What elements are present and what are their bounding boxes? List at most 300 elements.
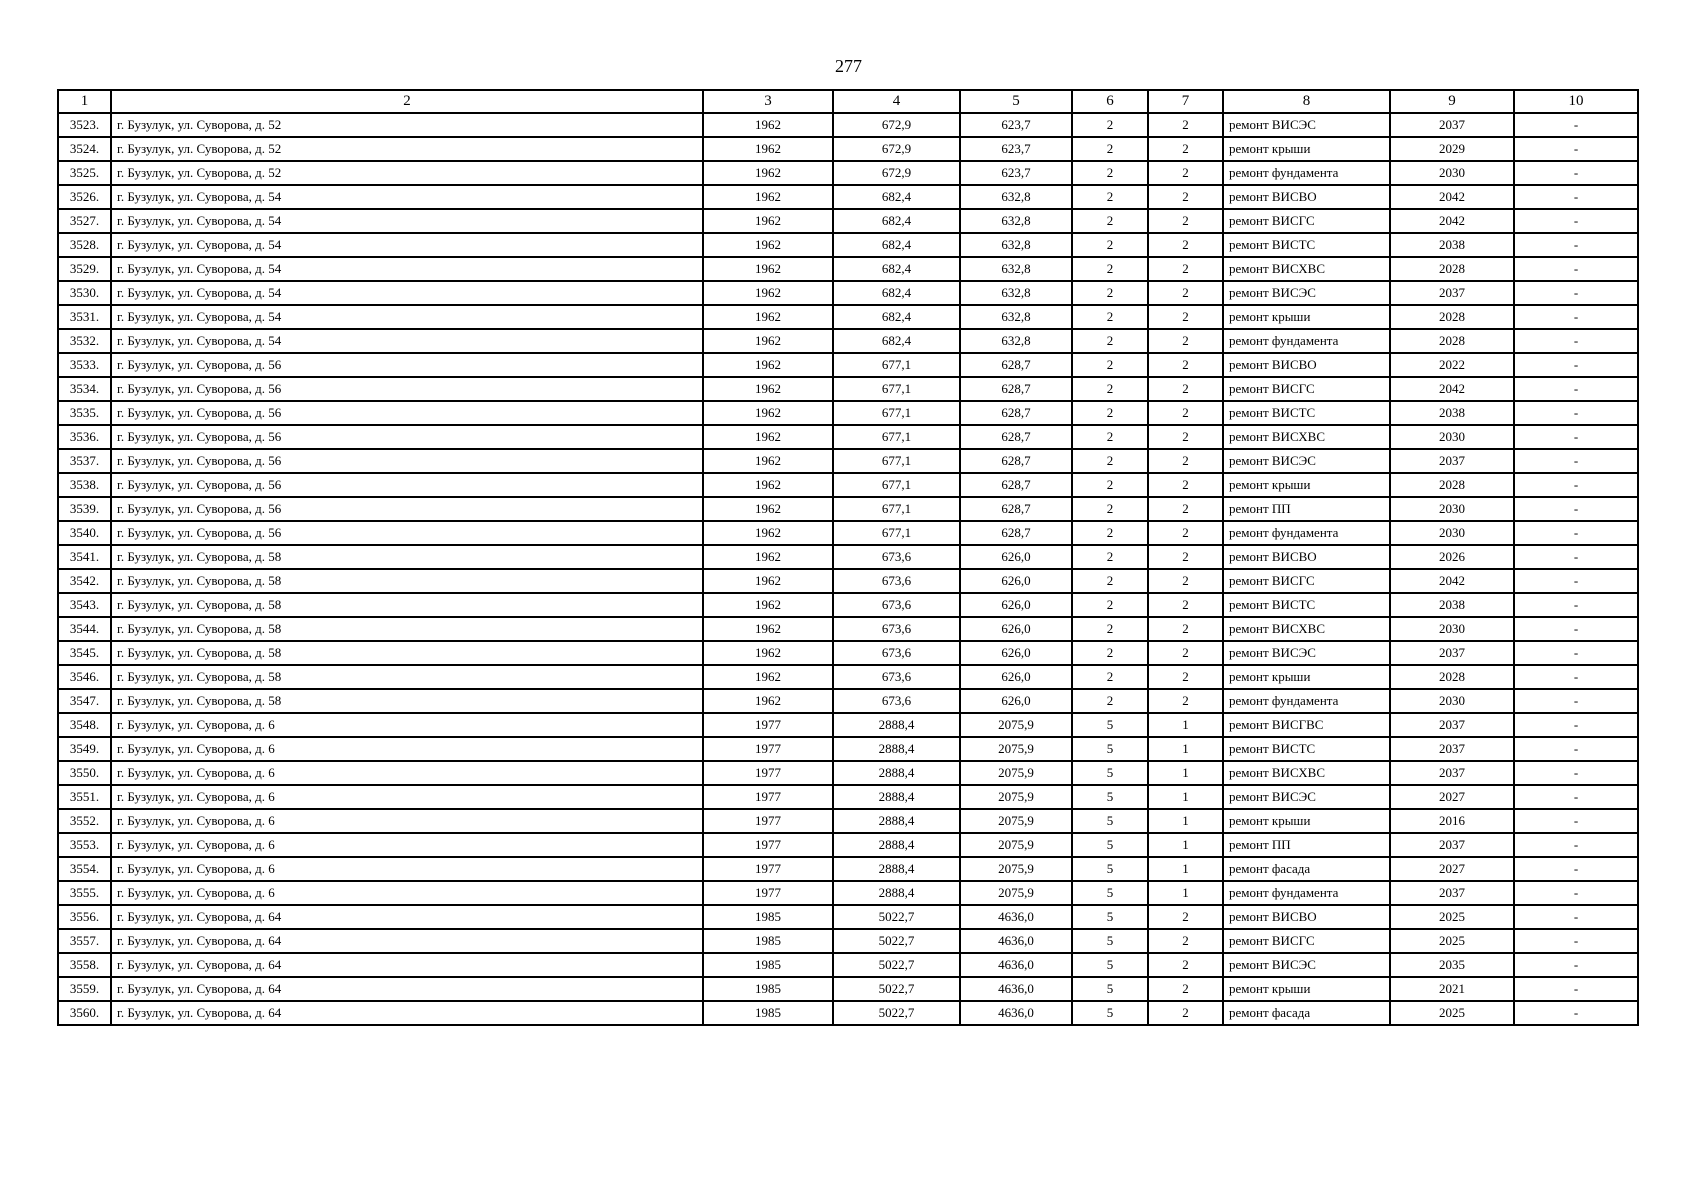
planned-year-cell: 2042 [1390,185,1514,209]
entrances-cell: 2 [1148,641,1223,665]
work-type-cell: ремонт ВИСТС [1223,401,1390,425]
row-number-cell: 3540. [58,521,111,545]
table-row [58,905,1638,929]
year-built-cell: 1977 [703,713,833,737]
entrances-cell: 2 [1148,929,1223,953]
work-type-cell: ремонт фундамента [1223,689,1390,713]
note-cell: - [1514,449,1638,473]
year-built-cell: 1985 [703,953,833,977]
work-type-cell: ремонт ВИСХВС [1223,425,1390,449]
work-type-cell: ремонт фундамента [1223,161,1390,185]
row-number-cell: 3531. [58,305,111,329]
planned-year-cell: 2025 [1390,929,1514,953]
table-row [58,929,1638,953]
note-cell: - [1514,737,1638,761]
table-row [58,689,1638,713]
entrances-cell: 2 [1148,257,1223,281]
work-type-cell: ремонт ВИСВО [1223,545,1390,569]
year-built-cell: 1962 [703,665,833,689]
total-area-cell: 673,6 [833,689,960,713]
row-number-cell: 3526. [58,185,111,209]
work-type-cell: ремонт ВИСВО [1223,905,1390,929]
living-area-cell: 632,8 [960,257,1072,281]
living-area-cell: 626,0 [960,617,1072,641]
entrances-cell: 2 [1148,497,1223,521]
floors-cell: 2 [1072,497,1148,521]
year-built-cell: 1962 [703,521,833,545]
total-area-cell: 677,1 [833,353,960,377]
floors-cell: 5 [1072,977,1148,1001]
total-area-cell: 682,4 [833,185,960,209]
work-type-cell: ремонт крыши [1223,665,1390,689]
table-row [58,713,1638,737]
table-row [58,353,1638,377]
year-built-cell: 1962 [703,137,833,161]
table-row [58,425,1638,449]
row-number-cell: 3555. [58,881,111,905]
total-area-cell: 682,4 [833,329,960,353]
total-area-cell: 2888,4 [833,761,960,785]
row-number-cell: 3539. [58,497,111,521]
year-built-cell: 1962 [703,425,833,449]
row-number-cell: 3538. [58,473,111,497]
work-type-cell: ремонт ВИСГВС [1223,713,1390,737]
note-cell: - [1514,929,1638,953]
total-area-cell: 673,6 [833,641,960,665]
work-type-cell: ремонт ПП [1223,497,1390,521]
entrances-cell: 2 [1148,137,1223,161]
living-area-cell: 4636,0 [960,953,1072,977]
address-cell: г. Бузулук, ул. Суворова, д. 6 [111,833,703,857]
floors-cell: 2 [1072,185,1148,209]
note-cell: - [1514,833,1638,857]
planned-year-cell: 2028 [1390,473,1514,497]
entrances-cell: 1 [1148,761,1223,785]
entrances-cell: 1 [1148,713,1223,737]
entrances-cell: 1 [1148,785,1223,809]
living-area-cell: 623,7 [960,161,1072,185]
work-type-cell: ремонт крыши [1223,473,1390,497]
header-row [58,90,1638,113]
floors-cell: 5 [1072,833,1148,857]
work-type-cell: ремонт фасада [1223,857,1390,881]
total-area-cell: 2888,4 [833,857,960,881]
planned-year-cell: 2037 [1390,737,1514,761]
living-area-cell: 4636,0 [960,929,1072,953]
living-area-cell: 632,8 [960,185,1072,209]
total-area-cell: 5022,7 [833,977,960,1001]
column-header: 5 [960,90,1072,113]
row-number-cell: 3557. [58,929,111,953]
work-type-cell: ремонт крыши [1223,977,1390,1001]
row-number-cell: 3536. [58,425,111,449]
column-header: 4 [833,90,960,113]
address-cell: г. Бузулук, ул. Суворова, д. 6 [111,881,703,905]
year-built-cell: 1962 [703,257,833,281]
planned-year-cell: 2028 [1390,305,1514,329]
entrances-cell: 2 [1148,689,1223,713]
total-area-cell: 673,6 [833,617,960,641]
year-built-cell: 1962 [703,329,833,353]
row-number-cell: 3550. [58,761,111,785]
total-area-cell: 673,6 [833,569,960,593]
planned-year-cell: 2037 [1390,833,1514,857]
column-header: 8 [1223,90,1390,113]
living-area-cell: 626,0 [960,641,1072,665]
table-row [58,209,1638,233]
work-type-cell: ремонт ВИСЭС [1223,281,1390,305]
row-number-cell: 3559. [58,977,111,1001]
entrances-cell: 2 [1148,905,1223,929]
entrances-cell: 2 [1148,521,1223,545]
total-area-cell: 673,6 [833,545,960,569]
work-type-cell: ремонт ВИСЭС [1223,953,1390,977]
total-area-cell: 677,1 [833,473,960,497]
total-area-cell: 672,9 [833,137,960,161]
column-header: 6 [1072,90,1148,113]
floors-cell: 5 [1072,953,1148,977]
address-cell: г. Бузулук, ул. Суворова, д. 54 [111,305,703,329]
address-cell: г. Бузулук, ул. Суворова, д. 56 [111,521,703,545]
column-header: 1 [58,90,111,113]
year-built-cell: 1962 [703,617,833,641]
year-built-cell: 1962 [703,113,833,137]
floors-cell: 2 [1072,665,1148,689]
year-built-cell: 1962 [703,497,833,521]
column-header: 7 [1148,90,1223,113]
floors-cell: 2 [1072,329,1148,353]
table-body [58,113,1638,1025]
planned-year-cell: 2037 [1390,881,1514,905]
floors-cell: 2 [1072,545,1148,569]
page-number: 277 [835,56,862,76]
total-area-cell: 673,6 [833,593,960,617]
table-row [58,569,1638,593]
address-cell: г. Бузулук, ул. Суворова, д. 56 [111,377,703,401]
living-area-cell: 2075,9 [960,881,1072,905]
note-cell: - [1514,881,1638,905]
note-cell: - [1514,1001,1638,1025]
entrances-cell: 2 [1148,977,1223,1001]
table-row [58,833,1638,857]
work-type-cell: ремонт крыши [1223,305,1390,329]
entrances-cell: 2 [1148,665,1223,689]
note-cell: - [1514,977,1638,1001]
floors-cell: 2 [1072,353,1148,377]
address-cell: г. Бузулук, ул. Суворова, д. 58 [111,545,703,569]
work-type-cell: ремонт фундамента [1223,521,1390,545]
column-header: 3 [703,90,833,113]
entrances-cell: 1 [1148,809,1223,833]
planned-year-cell: 2026 [1390,545,1514,569]
entrances-cell: 2 [1148,473,1223,497]
row-number-cell: 3532. [58,329,111,353]
living-area-cell: 2075,9 [960,833,1072,857]
row-number-cell: 3554. [58,857,111,881]
note-cell: - [1514,761,1638,785]
planned-year-cell: 2042 [1390,569,1514,593]
year-built-cell: 1962 [703,305,833,329]
year-built-cell: 1962 [703,449,833,473]
year-built-cell: 1962 [703,473,833,497]
work-type-cell: ремонт ВИСЭС [1223,113,1390,137]
living-area-cell: 626,0 [960,593,1072,617]
address-cell: г. Бузулук, ул. Суворова, д. 54 [111,329,703,353]
address-cell: г. Бузулук, ул. Суворова, д. 58 [111,569,703,593]
table-row [58,809,1638,833]
work-type-cell: ремонт ВИСТС [1223,233,1390,257]
address-cell: г. Бузулук, ул. Суворова, д. 54 [111,233,703,257]
work-type-cell: ремонт ВИСГС [1223,929,1390,953]
total-area-cell: 682,4 [833,305,960,329]
year-built-cell: 1962 [703,377,833,401]
total-area-cell: 682,4 [833,209,960,233]
floors-cell: 2 [1072,137,1148,161]
planned-year-cell: 2037 [1390,113,1514,137]
address-cell: г. Бузулук, ул. Суворова, д. 64 [111,977,703,1001]
work-type-cell: ремонт фундамента [1223,881,1390,905]
year-built-cell: 1962 [703,689,833,713]
year-built-cell: 1985 [703,905,833,929]
address-cell: г. Бузулук, ул. Суворова, д. 58 [111,593,703,617]
work-type-cell: ремонт ВИСТС [1223,593,1390,617]
table-row [58,881,1638,905]
row-number-cell: 3524. [58,137,111,161]
planned-year-cell: 2030 [1390,425,1514,449]
entrances-cell: 1 [1148,881,1223,905]
address-cell: г. Бузулук, ул. Суворова, д. 64 [111,1001,703,1025]
floors-cell: 5 [1072,881,1148,905]
address-cell: г. Бузулук, ул. Суворова, д. 6 [111,713,703,737]
note-cell: - [1514,521,1638,545]
year-built-cell: 1962 [703,593,833,617]
note-cell: - [1514,569,1638,593]
planned-year-cell: 2035 [1390,953,1514,977]
address-cell: г. Бузулук, ул. Суворова, д. 56 [111,449,703,473]
note-cell: - [1514,137,1638,161]
repair-schedule-table [57,89,1639,1026]
living-area-cell: 2075,9 [960,857,1072,881]
planned-year-cell: 2028 [1390,329,1514,353]
work-type-cell: ремонт ПП [1223,833,1390,857]
entrances-cell: 2 [1148,953,1223,977]
year-built-cell: 1962 [703,209,833,233]
note-cell: - [1514,473,1638,497]
planned-year-cell: 2038 [1390,233,1514,257]
work-type-cell: ремонт ВИСЭС [1223,449,1390,473]
column-header: 2 [111,90,703,113]
year-built-cell: 1962 [703,233,833,257]
living-area-cell: 628,7 [960,425,1072,449]
note-cell: - [1514,257,1638,281]
work-type-cell: ремонт ВИСВО [1223,353,1390,377]
floors-cell: 2 [1072,473,1148,497]
address-cell: г. Бузулук, ул. Суворова, д. 6 [111,785,703,809]
floors-cell: 2 [1072,305,1148,329]
work-type-cell: ремонт ВИСЭС [1223,785,1390,809]
column-header: 9 [1390,90,1514,113]
address-cell: г. Бузулук, ул. Суворова, д. 52 [111,137,703,161]
address-cell: г. Бузулук, ул. Суворова, д. 56 [111,473,703,497]
entrances-cell: 2 [1148,401,1223,425]
row-number-cell: 3523. [58,113,111,137]
living-area-cell: 4636,0 [960,1001,1072,1025]
floors-cell: 5 [1072,785,1148,809]
total-area-cell: 5022,7 [833,905,960,929]
entrances-cell: 1 [1148,857,1223,881]
living-area-cell: 4636,0 [960,977,1072,1001]
work-type-cell: ремонт ВИСГС [1223,209,1390,233]
row-number-cell: 3549. [58,737,111,761]
note-cell: - [1514,161,1638,185]
floors-cell: 2 [1072,401,1148,425]
total-area-cell: 2888,4 [833,785,960,809]
work-type-cell: ремонт ВИСХВС [1223,617,1390,641]
floors-cell: 2 [1072,593,1148,617]
floors-cell: 2 [1072,425,1148,449]
planned-year-cell: 2037 [1390,449,1514,473]
row-number-cell: 3548. [58,713,111,737]
row-number-cell: 3545. [58,641,111,665]
year-built-cell: 1962 [703,185,833,209]
entrances-cell: 2 [1148,449,1223,473]
year-built-cell: 1962 [703,281,833,305]
address-cell: г. Бузулук, ул. Суворова, д. 54 [111,257,703,281]
planned-year-cell: 2028 [1390,257,1514,281]
row-number-cell: 3541. [58,545,111,569]
note-cell: - [1514,305,1638,329]
year-built-cell: 1977 [703,785,833,809]
row-number-cell: 3560. [58,1001,111,1025]
living-area-cell: 626,0 [960,689,1072,713]
total-area-cell: 2888,4 [833,737,960,761]
table-row [58,617,1638,641]
planned-year-cell: 2025 [1390,1001,1514,1025]
planned-year-cell: 2027 [1390,857,1514,881]
year-built-cell: 1962 [703,641,833,665]
living-area-cell: 632,8 [960,305,1072,329]
table-row [58,857,1638,881]
note-cell: - [1514,329,1638,353]
year-built-cell: 1985 [703,977,833,1001]
column-header: 10 [1514,90,1638,113]
living-area-cell: 626,0 [960,545,1072,569]
floors-cell: 5 [1072,761,1148,785]
floors-cell: 5 [1072,713,1148,737]
table-row [58,449,1638,473]
entrances-cell: 2 [1148,1001,1223,1025]
row-number-cell: 3547. [58,689,111,713]
table-row [58,401,1638,425]
work-type-cell: ремонт крыши [1223,137,1390,161]
work-type-cell: ремонт ВИСЭС [1223,641,1390,665]
total-area-cell: 677,1 [833,449,960,473]
table-row [58,593,1638,617]
table-row [58,761,1638,785]
row-number-cell: 3529. [58,257,111,281]
planned-year-cell: 2042 [1390,377,1514,401]
year-built-cell: 1962 [703,569,833,593]
total-area-cell: 2888,4 [833,713,960,737]
row-number-cell: 3553. [58,833,111,857]
note-cell: - [1514,689,1638,713]
total-area-cell: 2888,4 [833,881,960,905]
row-number-cell: 3530. [58,281,111,305]
address-cell: г. Бузулук, ул. Суворова, д. 64 [111,929,703,953]
entrances-cell: 2 [1148,377,1223,401]
total-area-cell: 5022,7 [833,1001,960,1025]
table-row [58,521,1638,545]
living-area-cell: 623,7 [960,137,1072,161]
row-number-cell: 3544. [58,617,111,641]
year-built-cell: 1962 [703,401,833,425]
note-cell: - [1514,401,1638,425]
total-area-cell: 673,6 [833,665,960,689]
total-area-cell: 677,1 [833,401,960,425]
year-built-cell: 1962 [703,353,833,377]
total-area-cell: 677,1 [833,377,960,401]
work-type-cell: ремонт ВИСВО [1223,185,1390,209]
planned-year-cell: 2038 [1390,401,1514,425]
row-number-cell: 3552. [58,809,111,833]
year-built-cell: 1985 [703,929,833,953]
address-cell: г. Бузулук, ул. Суворова, д. 6 [111,857,703,881]
entrances-cell: 2 [1148,353,1223,377]
note-cell: - [1514,809,1638,833]
living-area-cell: 2075,9 [960,713,1072,737]
table-row [58,473,1638,497]
planned-year-cell: 2025 [1390,905,1514,929]
row-number-cell: 3534. [58,377,111,401]
total-area-cell: 672,9 [833,113,960,137]
living-area-cell: 2075,9 [960,761,1072,785]
planned-year-cell: 2016 [1390,809,1514,833]
year-built-cell: 1977 [703,737,833,761]
planned-year-cell: 2030 [1390,497,1514,521]
row-number-cell: 3543. [58,593,111,617]
note-cell: - [1514,377,1638,401]
note-cell: - [1514,353,1638,377]
row-number-cell: 3537. [58,449,111,473]
entrances-cell: 2 [1148,305,1223,329]
total-area-cell: 677,1 [833,521,960,545]
planned-year-cell: 2030 [1390,521,1514,545]
entrances-cell: 2 [1148,161,1223,185]
planned-year-cell: 2030 [1390,161,1514,185]
floors-cell: 5 [1072,905,1148,929]
row-number-cell: 3558. [58,953,111,977]
table-row [58,977,1638,1001]
planned-year-cell: 2021 [1390,977,1514,1001]
work-type-cell: ремонт ВИСХВС [1223,761,1390,785]
address-cell: г. Бузулук, ул. Суворова, д. 64 [111,953,703,977]
year-built-cell: 1977 [703,833,833,857]
address-cell: г. Бузулук, ул. Суворова, д. 64 [111,905,703,929]
total-area-cell: 682,4 [833,257,960,281]
note-cell: - [1514,425,1638,449]
floors-cell: 2 [1072,257,1148,281]
row-number-cell: 3542. [58,569,111,593]
table-row [58,233,1638,257]
living-area-cell: 628,7 [960,401,1072,425]
address-cell: г. Бузулук, ул. Суворова, д. 6 [111,761,703,785]
floors-cell: 2 [1072,209,1148,233]
row-number-cell: 3556. [58,905,111,929]
total-area-cell: 682,4 [833,281,960,305]
address-cell: г. Бузулук, ул. Суворова, д. 54 [111,185,703,209]
row-number-cell: 3528. [58,233,111,257]
living-area-cell: 2075,9 [960,785,1072,809]
